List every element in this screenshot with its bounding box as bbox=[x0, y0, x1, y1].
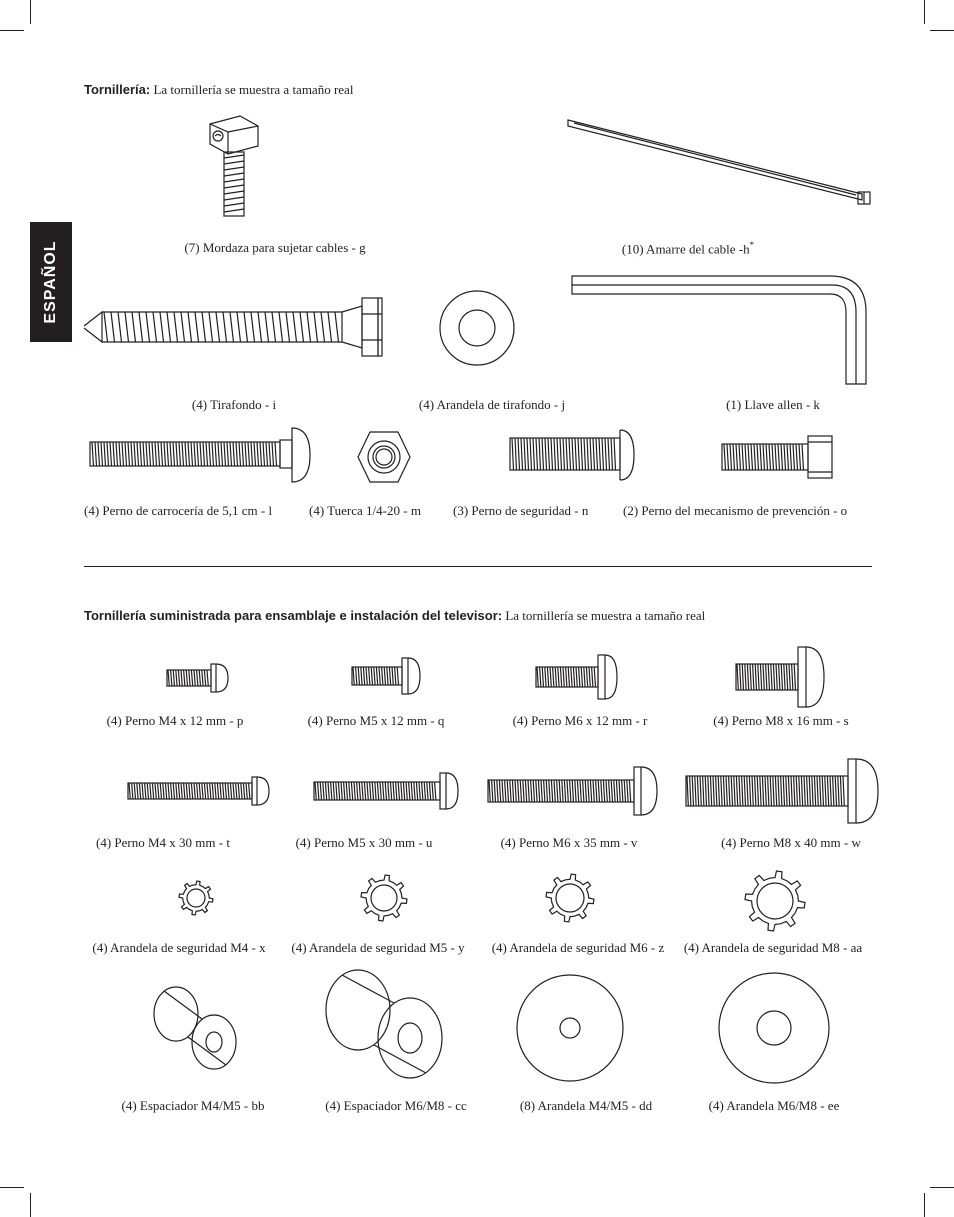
lag-bolt-i-label: (4) Tirafondo - i bbox=[191, 397, 277, 412]
lock-washer-m4-x-label: (4) Arandela de seguridad M4 - x bbox=[92, 940, 266, 955]
spacer-m4m5-bb-label: (4) Espaciador M4/M5 - bb bbox=[121, 1098, 265, 1113]
lock-washer-m5-y-label: (4) Arandela de seguridad M5 - y bbox=[291, 940, 465, 955]
crop-mark bbox=[924, 1193, 925, 1217]
lock-washer-m6-z-label: (4) Arandela de seguridad M6 - z bbox=[491, 940, 665, 955]
washer-m4m5-dd-drawing bbox=[514, 972, 626, 1084]
bolt-m4x12-p-label: (4) Perno M4 x 12 mm - p bbox=[106, 713, 244, 728]
lag-washer-j-label: (4) Arandela de tirafondo - j bbox=[418, 397, 566, 412]
lock-washer-m8-aa-label: (4) Arandela de seguridad M8 - aa bbox=[683, 940, 863, 955]
antitip-bolt-o-label: (2) Perno del mecanismo de prevención - o bbox=[623, 503, 848, 518]
lock-washer-m5-y-drawing bbox=[361, 875, 407, 921]
cable-clamp-g-label: (7) Mordaza para sujetar cables - g bbox=[184, 240, 366, 255]
section2-title-bold: Tornillería suministrada para ensamblaje e instalación del televisor: bbox=[84, 608, 503, 623]
bolt-m5x12-q-label: (4) Perno M5 x 12 mm - q bbox=[307, 713, 445, 728]
spacer-m4m5-bb-drawing bbox=[150, 984, 242, 1074]
crop-mark bbox=[0, 1187, 24, 1188]
bolt-m6x12-r-label: (4) Perno M6 x 12 mm - r bbox=[512, 713, 648, 728]
crop-mark bbox=[930, 1187, 954, 1188]
section2-title-rest: La tornillería se muestra a tamaño real bbox=[502, 608, 706, 623]
bolt-m4x30-t-label: (4) Perno M4 x 30 mm - t bbox=[96, 835, 230, 850]
crop-mark bbox=[30, 1193, 31, 1217]
lock-washer-m4-x-drawing bbox=[179, 881, 213, 915]
bolt-m5x30-u-label: (4) Perno M5 x 30 mm - u bbox=[295, 835, 433, 850]
bolt-m8x40-w-label: (4) Perno M8 x 40 mm - w bbox=[721, 835, 861, 850]
spacer-m6m8-cc-drawing bbox=[322, 966, 448, 1082]
security-bolt-n-label: (3) Perno de seguridad - n bbox=[453, 503, 589, 518]
bolt-m6x35-v-label: (4) Perno M6 x 35 mm - v bbox=[500, 835, 638, 850]
washer-m6m8-ee-label: (4) Arandela M6/M8 - ee bbox=[708, 1098, 840, 1113]
section1-title-bold: Tornillería: bbox=[84, 82, 151, 97]
spacer-m6m8-cc-label: (4) Espaciador M6/M8 - cc bbox=[325, 1098, 467, 1113]
cable-tie-h-label: (10) Amarre del cable -h* bbox=[621, 240, 755, 257]
bolt-m8x16-s-label: (4) Perno M8 x 16 mm - s bbox=[713, 713, 849, 728]
washer-m4m5-dd-label: (8) Arandela M4/M5 - dd bbox=[519, 1098, 653, 1113]
language-tab-label: ESPAÑOL bbox=[42, 240, 59, 324]
lock-washer-m6-z-drawing bbox=[546, 874, 594, 922]
carriage-bolt-l-label: (4) Perno de carrocería de 5,1 cm - l bbox=[84, 503, 273, 518]
washer-m6m8-ee-drawing bbox=[716, 970, 832, 1086]
allen-wrench-k-label: (1) Llave allen - k bbox=[726, 397, 820, 412]
hex-nut-m-label: (4) Tuerca 1/4-20 - m bbox=[309, 503, 421, 518]
section1-title-rest: La tornillería se muestra a tamaño real bbox=[150, 82, 354, 97]
lock-washer-m8-aa-drawing bbox=[745, 871, 805, 931]
